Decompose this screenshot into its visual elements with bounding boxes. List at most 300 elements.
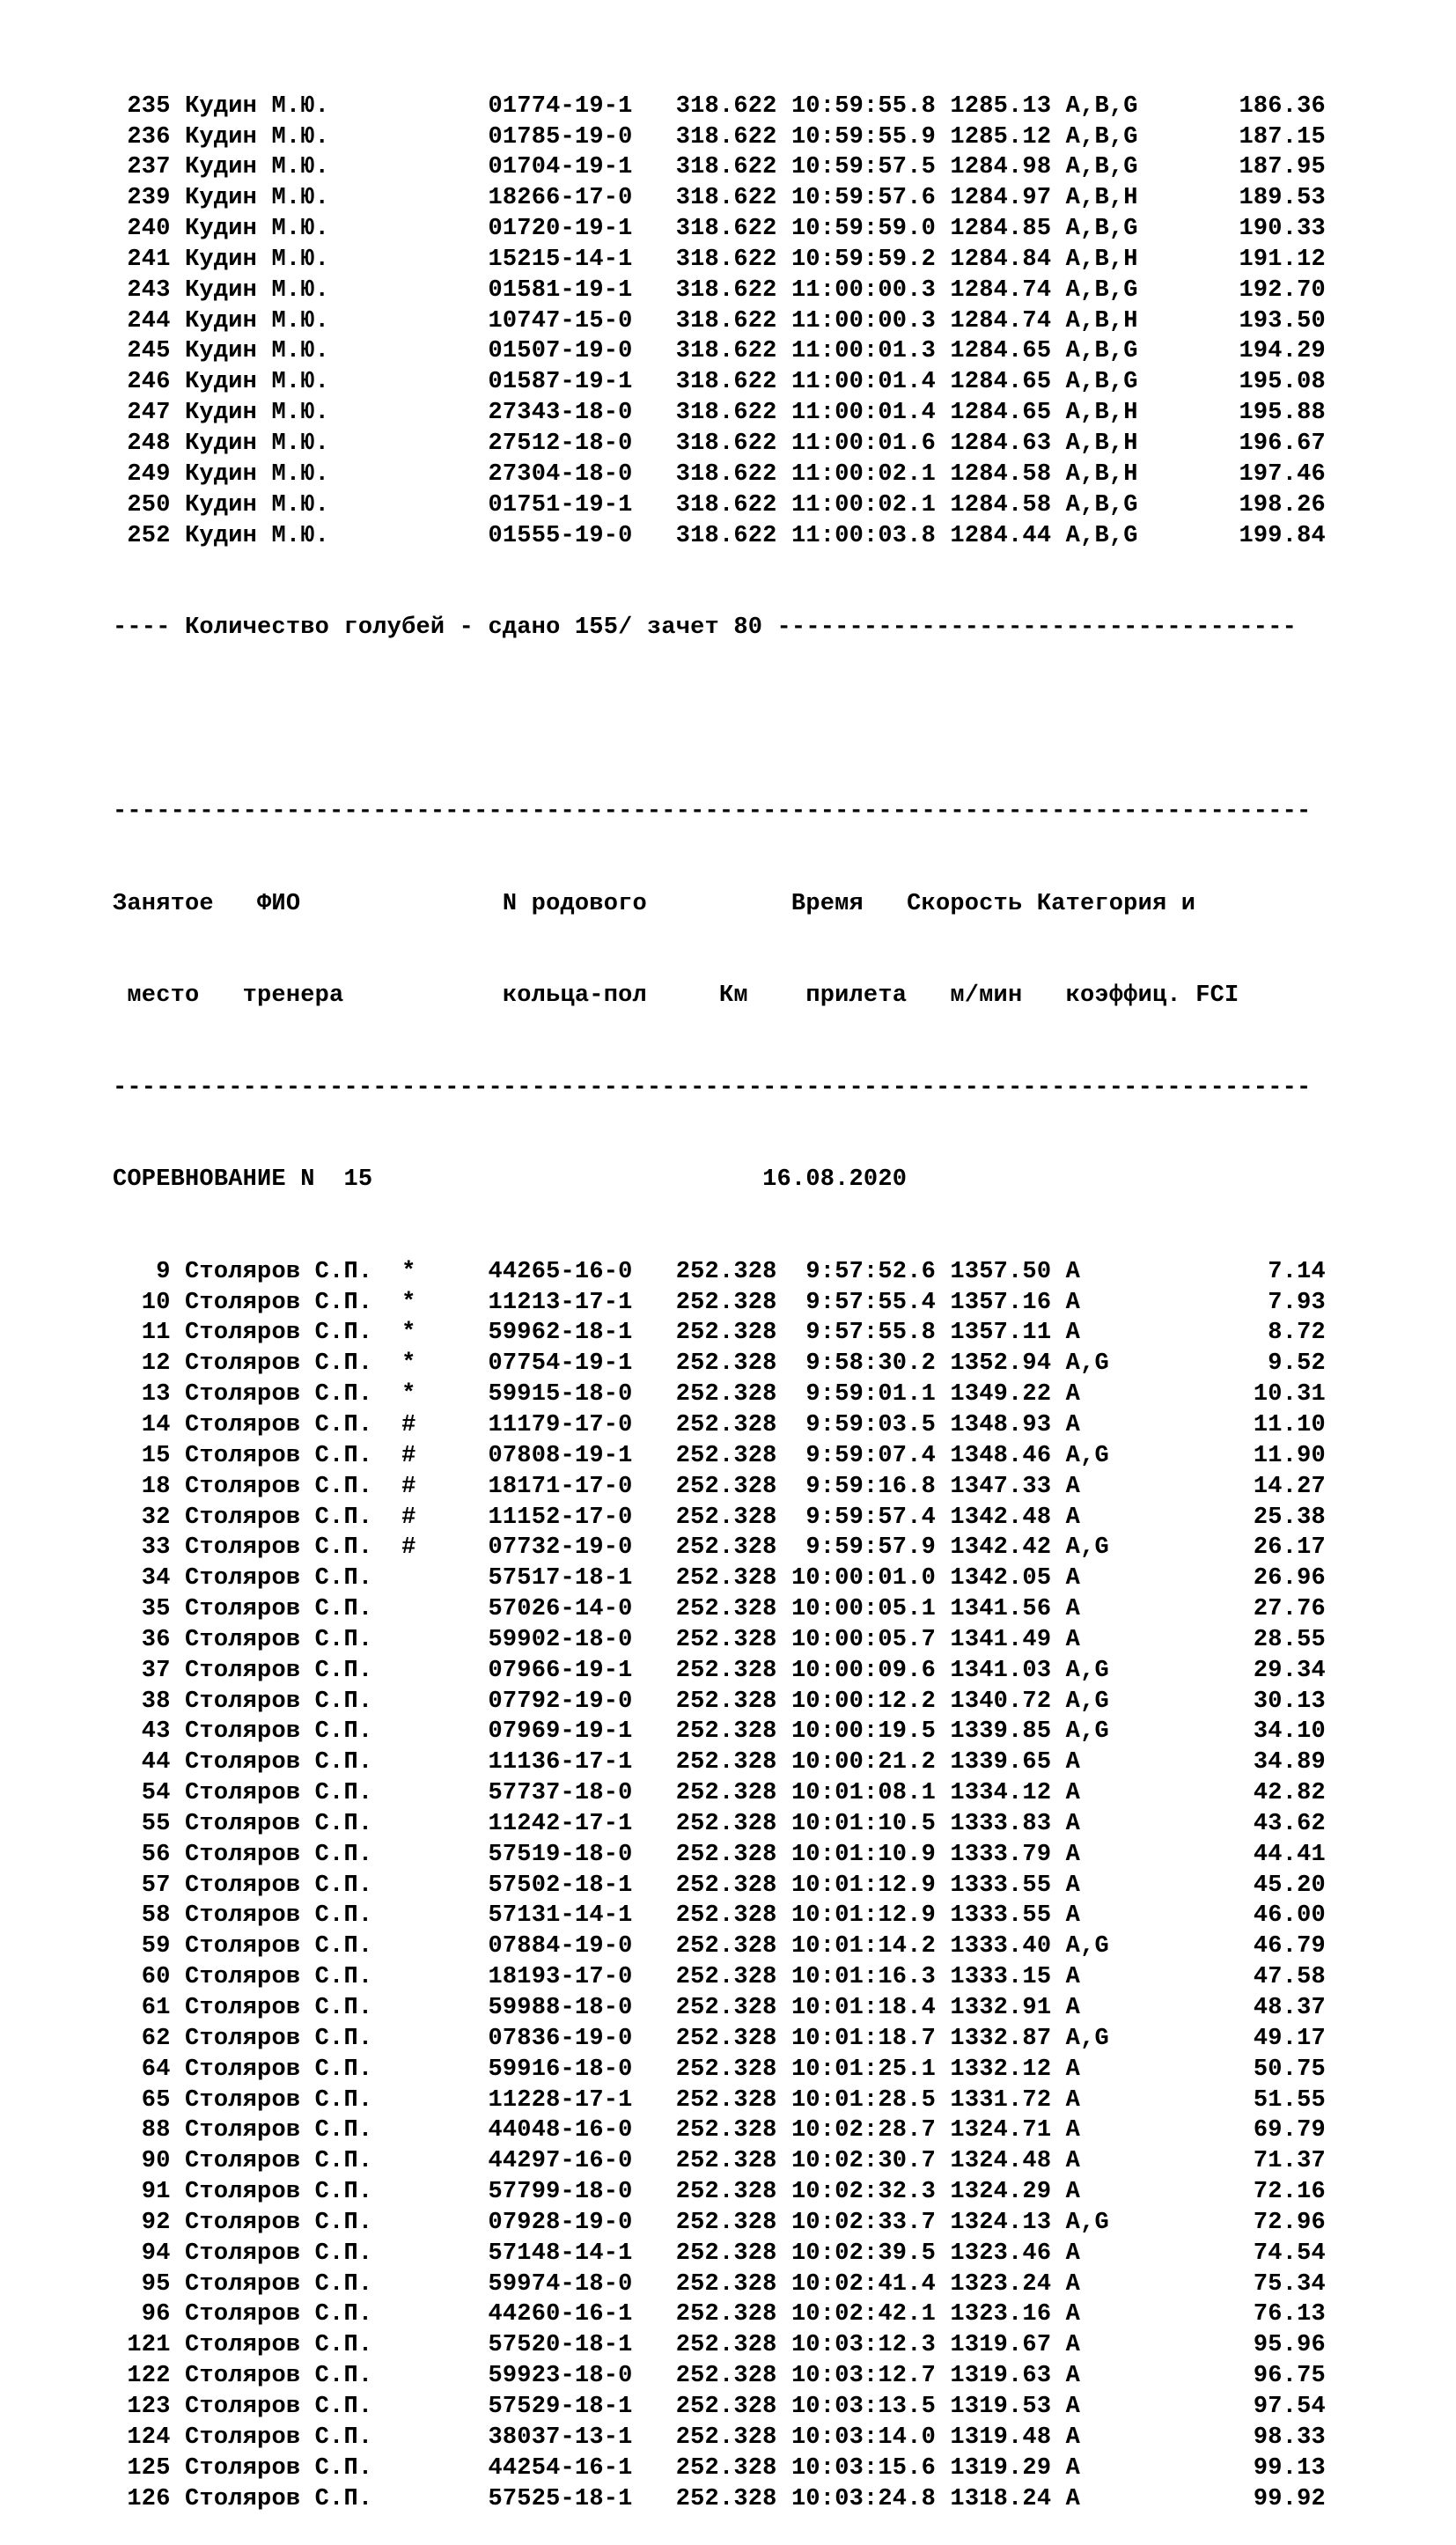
speed-cell: 1323.46 bbox=[950, 2240, 1052, 2267]
table-row bbox=[113, 1993, 1326, 2024]
ring-cell: 59962-18-1 bbox=[488, 1320, 633, 1347]
column-spacer bbox=[1051, 1320, 1065, 1346]
column-spacer bbox=[1051, 2117, 1065, 2144]
column-spacer bbox=[936, 1596, 950, 1622]
column-spacer bbox=[171, 1902, 185, 1929]
speed-cell: 1341.56 bbox=[950, 1596, 1052, 1623]
ring-cell: 01507-19-0 bbox=[488, 338, 633, 365]
table-row bbox=[113, 1257, 1326, 1288]
time-cell: 9:59:03.5 bbox=[776, 1411, 937, 1438]
category-cell: A bbox=[1065, 2454, 1153, 2482]
place-cell: 38 bbox=[113, 1688, 171, 1715]
category-cell: A,B,G bbox=[1065, 276, 1153, 304]
fci-cell: 9.52 bbox=[1152, 1350, 1326, 1378]
fci-cell: 75.34 bbox=[1152, 2270, 1326, 2298]
place-cell: 9 bbox=[113, 1258, 171, 1285]
table-row bbox=[113, 2453, 1326, 2484]
fci-cell: 45.20 bbox=[1152, 1872, 1326, 1899]
km-cell: 252.328 bbox=[675, 1995, 777, 2021]
ring-cell: 01785-19-0 bbox=[488, 123, 633, 151]
name-cell: Столяров С.П. bbox=[185, 2117, 402, 2144]
fci-cell: 99.13 bbox=[1152, 2454, 1326, 2482]
km-cell: 252.328 bbox=[675, 2209, 777, 2236]
km-cell: 252.328 bbox=[675, 1964, 777, 1991]
column-spacer bbox=[1051, 430, 1065, 457]
mark-cell bbox=[401, 185, 488, 211]
column-spacer bbox=[171, 1933, 185, 1960]
mark-cell bbox=[401, 2087, 488, 2114]
name-cell: Столяров С.П. bbox=[185, 1381, 402, 1409]
fci-cell: 190.33 bbox=[1152, 216, 1326, 243]
column-spacer bbox=[633, 1749, 676, 1776]
ring-cell: 57520-18-1 bbox=[488, 2332, 633, 2359]
ring-cell: 07836-19-0 bbox=[488, 2025, 633, 2052]
column-spacer bbox=[171, 369, 185, 395]
category-cell: A bbox=[1065, 2270, 1153, 2298]
ring-cell: 11152-17-0 bbox=[488, 1504, 633, 1531]
column-spacer bbox=[633, 1412, 676, 1438]
category-cell: A,B,G bbox=[1065, 216, 1153, 243]
speed-cell: 1284.44 bbox=[950, 522, 1052, 549]
place-cell: 240 bbox=[113, 216, 171, 243]
time-cell: 10:59:55.8 bbox=[776, 92, 937, 120]
table-row bbox=[113, 1594, 1326, 1625]
place-cell: 125 bbox=[113, 2454, 171, 2482]
column-spacer bbox=[1051, 2301, 1065, 2328]
time-cell: 10:01:14.2 bbox=[776, 1933, 937, 1960]
column-spacer bbox=[171, 1504, 185, 1531]
ring-cell: 59902-18-0 bbox=[488, 1626, 633, 1653]
mark-cell bbox=[401, 2301, 488, 2328]
table-row bbox=[113, 2423, 1326, 2453]
speed-cell: 1348.93 bbox=[950, 1411, 1052, 1438]
time-cell: 10:59:55.9 bbox=[776, 123, 937, 151]
speed-cell: 1332.12 bbox=[950, 2056, 1052, 2083]
speed-cell: 1284.63 bbox=[950, 430, 1052, 457]
ring-cell: 57517-18-1 bbox=[488, 1565, 633, 1592]
mark-cell bbox=[401, 1780, 488, 1806]
time-cell: 9:58:30.2 bbox=[776, 1350, 937, 1378]
category-cell: A bbox=[1065, 2363, 1153, 2390]
name-cell: Кудин М.Ю. bbox=[185, 491, 402, 519]
time-cell: 10:01:12.9 bbox=[776, 1902, 937, 1930]
column-spacer bbox=[936, 308, 950, 335]
km-cell: 252.328 bbox=[675, 2363, 777, 2390]
column-spacer bbox=[936, 1902, 950, 1929]
table-row bbox=[113, 1931, 1326, 1962]
category-cell: A bbox=[1065, 2086, 1153, 2114]
km-cell: 318.622 bbox=[675, 522, 777, 549]
mark-cell bbox=[401, 2455, 488, 2482]
place-cell: 13 bbox=[113, 1381, 171, 1409]
table-row bbox=[113, 2269, 1326, 2300]
fci-cell: 71.37 bbox=[1152, 2148, 1326, 2175]
column-spacer bbox=[936, 2394, 950, 2420]
column-spacer bbox=[171, 2424, 185, 2451]
mark-cell bbox=[401, 2179, 488, 2205]
category-cell: A,B,G bbox=[1065, 369, 1153, 396]
column-spacer bbox=[633, 1842, 676, 1868]
table-row bbox=[113, 2115, 1326, 2146]
column-spacer bbox=[633, 1718, 676, 1745]
km-cell: 252.328 bbox=[675, 1289, 777, 1316]
mark-cell: * bbox=[401, 1289, 489, 1316]
mark-cell bbox=[401, 2056, 488, 2083]
table-row bbox=[113, 92, 1326, 122]
fci-cell: 26.17 bbox=[1152, 1534, 1326, 1562]
table-row bbox=[113, 2024, 1326, 2055]
category-cell: A,B,G bbox=[1065, 491, 1153, 519]
column-spacer bbox=[633, 154, 676, 180]
mark-cell bbox=[401, 2363, 488, 2389]
place-cell: 247 bbox=[113, 400, 171, 427]
column-spacer bbox=[171, 1474, 185, 1500]
column-spacer bbox=[633, 1688, 676, 1715]
column-spacer bbox=[171, 1350, 185, 1377]
table-row bbox=[113, 1349, 1326, 1379]
ring-cell: 57026-14-0 bbox=[488, 1596, 633, 1623]
name-cell: Столяров С.П. bbox=[185, 1320, 402, 1347]
column-spacer bbox=[171, 2056, 185, 2083]
category-cell: A bbox=[1065, 1964, 1153, 1991]
time-cell: 11:00:01.4 bbox=[776, 369, 937, 396]
column-spacer bbox=[936, 1688, 950, 1715]
name-cell: Столяров С.П. bbox=[185, 1411, 402, 1438]
column-spacer bbox=[633, 1872, 676, 1899]
category-cell: A,G bbox=[1065, 1688, 1153, 1715]
mark-cell: * bbox=[401, 1381, 489, 1409]
competition-title: СОРЕВНОВАНИЕ N 15 16.08.2020 bbox=[113, 1166, 908, 1194]
category-cell: A bbox=[1065, 1780, 1153, 1807]
table-row bbox=[113, 1962, 1326, 1993]
ring-cell: 59915-18-0 bbox=[488, 1381, 633, 1409]
name-cell: Столяров С.П. bbox=[185, 2454, 402, 2482]
category-cell: A bbox=[1065, 1749, 1153, 1776]
name-cell: Столяров С.П. bbox=[185, 1534, 402, 1562]
name-cell: Столяров С.П. bbox=[185, 2363, 402, 2390]
category-cell: A bbox=[1065, 1473, 1153, 1500]
category-cell: A,B,H bbox=[1065, 307, 1153, 335]
ring-cell: 01581-19-1 bbox=[488, 276, 633, 304]
column-spacer bbox=[936, 154, 950, 180]
table-row bbox=[113, 122, 1326, 153]
fci-cell: 51.55 bbox=[1152, 2086, 1326, 2114]
column-spacer bbox=[1051, 93, 1065, 120]
column-spacer bbox=[171, 1842, 185, 1868]
category-cell: A bbox=[1065, 1902, 1153, 1930]
place-cell: 56 bbox=[113, 1841, 171, 1868]
column-spacer bbox=[1051, 1872, 1065, 1899]
category-cell: A bbox=[1065, 2179, 1153, 2206]
ring-cell: 27343-18-0 bbox=[488, 400, 633, 427]
column-spacer bbox=[171, 2455, 185, 2482]
table-row bbox=[113, 1687, 1326, 1718]
column-spacer bbox=[1051, 1596, 1065, 1622]
category-cell: A,B,H bbox=[1065, 460, 1153, 488]
column-spacer bbox=[936, 1534, 950, 1561]
column-spacer bbox=[633, 2486, 676, 2512]
column-spacer bbox=[633, 2455, 676, 2482]
table-row bbox=[113, 2146, 1326, 2177]
ring-cell: 44265-16-0 bbox=[488, 1258, 633, 1285]
speed-cell: 1284.85 bbox=[950, 216, 1052, 243]
table-row bbox=[113, 460, 1326, 490]
time-cell: 10:59:59.0 bbox=[776, 216, 937, 243]
table-row bbox=[113, 1472, 1326, 1503]
fci-cell: 11.10 bbox=[1152, 1411, 1326, 1438]
fci-cell: 46.00 bbox=[1152, 1902, 1326, 1930]
column-spacer bbox=[936, 2363, 950, 2389]
speed-cell: 1334.12 bbox=[950, 1780, 1052, 1807]
column-spacer bbox=[936, 1780, 950, 1806]
speed-cell: 1284.84 bbox=[950, 246, 1052, 273]
category-cell: A bbox=[1065, 2393, 1153, 2420]
column-spacer bbox=[1051, 246, 1065, 273]
column-spacer bbox=[171, 523, 185, 549]
column-spacer bbox=[171, 1658, 185, 1684]
ring-cell: 18266-17-0 bbox=[488, 185, 633, 212]
category-cell: A,G bbox=[1065, 1718, 1153, 1746]
category-cell: A,G bbox=[1065, 2025, 1153, 2052]
column-spacer bbox=[633, 1964, 676, 1990]
time-cell: 10:03:12.7 bbox=[776, 2363, 937, 2390]
place-cell: 244 bbox=[113, 307, 171, 335]
category-cell: A bbox=[1065, 1411, 1153, 1438]
name-cell: Столяров С.П. bbox=[185, 1933, 402, 1960]
mark-cell: # bbox=[401, 1411, 489, 1438]
column-spacer bbox=[1051, 1658, 1065, 1684]
place-cell: 62 bbox=[113, 2025, 171, 2052]
column-spacer bbox=[936, 369, 950, 395]
column-spacer bbox=[936, 2056, 950, 2083]
km-cell: 252.328 bbox=[675, 2179, 777, 2206]
time-cell: 10:03:13.5 bbox=[776, 2393, 937, 2420]
mark-cell bbox=[401, 1658, 488, 1684]
fci-cell: 8.72 bbox=[1152, 1320, 1326, 1347]
column-spacer bbox=[171, 338, 185, 364]
table-row bbox=[113, 367, 1326, 398]
column-spacer bbox=[936, 2026, 950, 2052]
mark-cell: # bbox=[401, 1473, 489, 1500]
fci-cell: 99.92 bbox=[1152, 2485, 1326, 2512]
name-cell: Кудин М.Ю. bbox=[185, 185, 402, 212]
category-cell: A bbox=[1065, 1596, 1153, 1623]
speed-cell: 1333.83 bbox=[950, 1810, 1052, 1837]
column-spacer bbox=[633, 2394, 676, 2420]
km-cell: 252.328 bbox=[675, 1749, 777, 1776]
column-spacer bbox=[1051, 1290, 1065, 1316]
name-cell: Столяров С.П. bbox=[185, 1872, 402, 1899]
column-spacer bbox=[936, 1565, 950, 1592]
column-spacer bbox=[1051, 216, 1065, 242]
fci-cell: 74.54 bbox=[1152, 2240, 1326, 2267]
category-cell: A,G bbox=[1065, 1442, 1153, 1469]
place-cell: 246 bbox=[113, 369, 171, 396]
mark-cell bbox=[401, 338, 488, 364]
speed-cell: 1333.79 bbox=[950, 1841, 1052, 1868]
fci-cell: 14.27 bbox=[1152, 1473, 1326, 1500]
place-cell: 123 bbox=[113, 2393, 171, 2420]
fci-cell: 42.82 bbox=[1152, 1780, 1326, 1807]
table-row bbox=[113, 2177, 1326, 2208]
speed-cell: 1349.22 bbox=[950, 1381, 1052, 1409]
category-cell: A,G bbox=[1065, 2209, 1153, 2236]
speed-cell: 1341.03 bbox=[950, 1657, 1052, 1684]
place-cell: 58 bbox=[113, 1902, 171, 1930]
speed-cell: 1333.55 bbox=[950, 1872, 1052, 1899]
column-spacer bbox=[936, 1842, 950, 1868]
table-row bbox=[113, 429, 1326, 460]
km-cell: 252.328 bbox=[675, 2056, 777, 2083]
place-cell: 35 bbox=[113, 1596, 171, 1623]
ring-cell: 01587-19-1 bbox=[488, 369, 633, 396]
column-spacer bbox=[633, 2210, 676, 2236]
km-cell: 318.622 bbox=[675, 92, 777, 120]
speed-cell: 1284.65 bbox=[950, 369, 1052, 396]
speed-cell: 1284.65 bbox=[950, 338, 1052, 365]
name-cell: Кудин М.Ю. bbox=[185, 246, 402, 273]
column-spacer bbox=[633, 216, 676, 242]
time-cell: 10:02:28.7 bbox=[776, 2117, 937, 2144]
fci-cell: 27.76 bbox=[1152, 1596, 1326, 1623]
column-spacer bbox=[171, 2087, 185, 2114]
ring-cell: 57131-14-1 bbox=[488, 1902, 633, 1930]
speed-cell: 1284.97 bbox=[950, 185, 1052, 212]
column-spacer bbox=[936, 2332, 950, 2358]
km-cell: 252.328 bbox=[675, 2393, 777, 2420]
table-row bbox=[113, 1533, 1326, 1563]
table-row bbox=[113, 521, 1326, 552]
category-cell: A bbox=[1065, 1841, 1153, 1868]
ring-cell: 59916-18-0 bbox=[488, 2056, 633, 2083]
column-spacer bbox=[936, 216, 950, 242]
column-spacer bbox=[633, 1565, 676, 1592]
column-spacer bbox=[633, 2363, 676, 2389]
category-cell: A bbox=[1065, 1626, 1153, 1653]
fci-cell: 26.96 bbox=[1152, 1565, 1326, 1592]
time-cell: 9:59:57.4 bbox=[776, 1504, 937, 1531]
speed-cell: 1324.71 bbox=[950, 2117, 1052, 2144]
column-spacer bbox=[633, 1995, 676, 2021]
fci-cell: 186.36 bbox=[1152, 92, 1326, 120]
fci-cell: 11.90 bbox=[1152, 1442, 1326, 1469]
speed-cell: 1324.48 bbox=[950, 2148, 1052, 2175]
km-cell: 252.328 bbox=[675, 1657, 777, 1684]
column-spacer bbox=[936, 2271, 950, 2298]
name-cell: Столяров С.П. bbox=[185, 1258, 402, 1285]
mark-cell bbox=[401, 1811, 488, 1837]
name-cell: Кудин М.Ю. bbox=[185, 460, 402, 488]
column-spacer bbox=[171, 154, 185, 180]
column-spacer bbox=[936, 430, 950, 457]
fci-cell: 25.38 bbox=[1152, 1504, 1326, 1531]
speed-cell: 1347.33 bbox=[950, 1473, 1052, 1500]
mark-cell bbox=[401, 369, 488, 395]
mark-cell bbox=[401, 216, 488, 242]
table-row bbox=[113, 1503, 1326, 1534]
table-row bbox=[113, 1318, 1326, 1349]
table-row bbox=[113, 1717, 1326, 1747]
column-spacer bbox=[633, 1933, 676, 1960]
name-cell: Столяров С.П. bbox=[185, 2240, 402, 2267]
ring-cell: 57525-18-1 bbox=[488, 2485, 633, 2512]
ring-cell: 57502-18-1 bbox=[488, 1872, 633, 1899]
column-spacer bbox=[1051, 1842, 1065, 1868]
name-cell: Столяров С.П. bbox=[185, 1902, 402, 1930]
ring-cell: 11179-17-0 bbox=[488, 1411, 633, 1438]
place-cell: 94 bbox=[113, 2240, 171, 2267]
name-cell: Столяров С.П. bbox=[185, 1350, 402, 1378]
table-row bbox=[113, 490, 1326, 521]
fci-cell: 7.93 bbox=[1152, 1289, 1326, 1316]
name-cell: Кудин М.Ю. bbox=[185, 430, 402, 457]
column-spacer bbox=[633, 2148, 676, 2174]
column-spacer bbox=[633, 2087, 676, 2114]
category-cell: A,B,H bbox=[1065, 185, 1153, 212]
column-spacer bbox=[171, 1872, 185, 1899]
place-cell: 235 bbox=[113, 92, 171, 120]
column-spacer bbox=[936, 1320, 950, 1346]
mark-cell bbox=[401, 2240, 488, 2267]
mark-cell bbox=[401, 124, 488, 151]
column-spacer bbox=[633, 1474, 676, 1500]
mark-cell bbox=[401, 93, 488, 120]
place-cell: 15 bbox=[113, 1442, 171, 1469]
column-spacer bbox=[1051, 1381, 1065, 1408]
column-spacer bbox=[633, 2026, 676, 2052]
table-row bbox=[113, 1379, 1326, 1410]
time-cell: 10:00:09.6 bbox=[776, 1657, 937, 1684]
column-spacer bbox=[171, 2026, 185, 2052]
column-spacer bbox=[633, 400, 676, 426]
fci-cell: 49.17 bbox=[1152, 2025, 1326, 2052]
speed-cell: 1285.12 bbox=[950, 123, 1052, 151]
speed-cell: 1331.72 bbox=[950, 2086, 1052, 2114]
km-cell: 318.622 bbox=[675, 491, 777, 519]
column-spacer bbox=[1051, 2424, 1065, 2451]
speed-cell: 1333.40 bbox=[950, 1933, 1052, 1960]
column-spacer bbox=[171, 1259, 185, 1285]
speed-cell: 1342.42 bbox=[950, 1534, 1052, 1562]
column-spacer bbox=[633, 2117, 676, 2144]
km-cell: 318.622 bbox=[675, 216, 777, 243]
category-cell: A,B,G bbox=[1065, 522, 1153, 549]
column-spacer bbox=[936, 1381, 950, 1408]
fci-cell: 48.37 bbox=[1152, 1995, 1326, 2021]
column-spacer bbox=[633, 308, 676, 335]
column-spacer bbox=[633, 185, 676, 211]
speed-cell: 1340.72 bbox=[950, 1688, 1052, 1715]
km-cell: 252.328 bbox=[675, 2485, 777, 2512]
column-spacer bbox=[633, 2332, 676, 2358]
time-cell: 11:00:03.8 bbox=[776, 522, 937, 549]
fci-cell: 47.58 bbox=[1152, 1964, 1326, 1991]
place-cell: 12 bbox=[113, 1350, 171, 1378]
fci-cell: 30.13 bbox=[1152, 1688, 1326, 1715]
time-cell: 10:01:16.3 bbox=[776, 1964, 937, 1991]
column-spacer bbox=[936, 93, 950, 120]
place-cell: 36 bbox=[113, 1626, 171, 1653]
fci-cell: 95.96 bbox=[1152, 2332, 1326, 2359]
km-cell: 252.328 bbox=[675, 2117, 777, 2144]
km-cell: 318.622 bbox=[675, 430, 777, 457]
ring-cell: 11228-17-1 bbox=[488, 2086, 633, 2114]
column-spacer bbox=[633, 1443, 676, 1469]
ring-cell: 59923-18-0 bbox=[488, 2363, 633, 2390]
km-cell: 252.328 bbox=[675, 1902, 777, 1930]
time-cell: 10:00:19.5 bbox=[776, 1718, 937, 1746]
column-spacer bbox=[936, 2179, 950, 2205]
